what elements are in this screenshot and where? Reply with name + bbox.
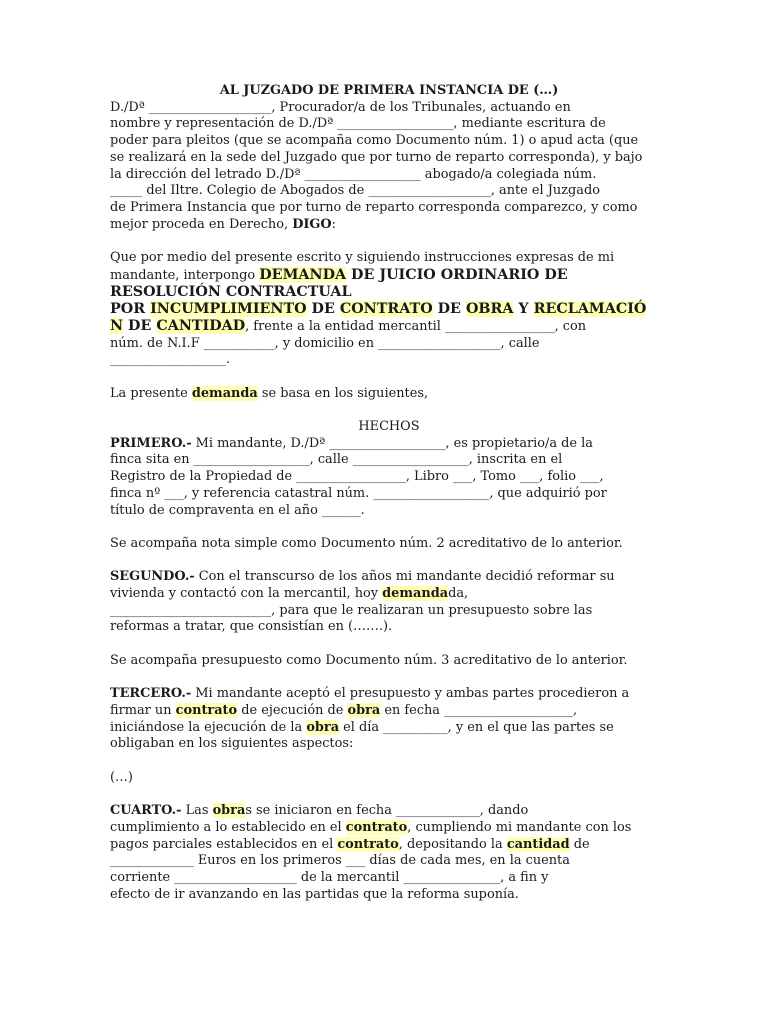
ellipsis-line: (…) bbox=[110, 769, 133, 785]
text-line bbox=[110, 217, 668, 234]
text-span: vivienda y contactó con la mercantil, hoy bbox=[110, 586, 383, 602]
text-span: : bbox=[331, 216, 336, 232]
fact-tercero bbox=[110, 686, 668, 753]
digo-keyword: DIGO bbox=[292, 216, 332, 232]
text-line: __________________. bbox=[110, 352, 231, 368]
text-span: POR bbox=[110, 301, 151, 318]
highlight-demanda: DEMANDA bbox=[259, 266, 347, 283]
text-span: el día __________, y en el que las partes se bbox=[339, 719, 614, 735]
text-line: _____________ Euros en los primeros ___ días de cada mes, en la cuenta bbox=[110, 853, 570, 869]
highlight-obra: obra bbox=[212, 803, 246, 819]
text-span: , frente a la entidad mercantil _________________, con bbox=[245, 318, 587, 334]
text-span: en fecha ____________________, bbox=[380, 702, 578, 718]
highlight-cantidad: cantidad bbox=[506, 836, 570, 852]
text-span: DE bbox=[123, 317, 157, 334]
text-span: Y bbox=[513, 301, 534, 318]
highlight-reclamacion-end: N bbox=[110, 317, 124, 334]
text-line: la dirección del letrado D./Dª __________________ abogado/a colegiada núm. bbox=[110, 166, 597, 182]
text-span: DE bbox=[432, 301, 466, 318]
text-line: _____ del Iltre. Colegio de Abogados de ___________________, ante el Juzgado bbox=[110, 183, 600, 199]
highlight-cantidad: CANTIDAD bbox=[156, 317, 246, 334]
text-line bbox=[110, 837, 668, 854]
fact-primero bbox=[110, 436, 668, 520]
text-line: Registro de la Propiedad de _________________, Libro ___, Tomo ___, folio ___, bbox=[110, 469, 604, 485]
text-line bbox=[110, 703, 668, 720]
intro-paragraph bbox=[110, 100, 668, 234]
text-line bbox=[110, 569, 668, 586]
text-span: Mi mandante, D./Dª __________________, es propietario/a de la bbox=[191, 435, 593, 451]
text-span: de bbox=[569, 836, 590, 852]
highlight-reclamacion: RECLAMACIÓ bbox=[533, 301, 647, 318]
highlight-demanda: demanda bbox=[382, 586, 449, 602]
text-span: , cumpliendo mi mandante con los bbox=[407, 819, 632, 835]
document-title: AL JUZGADO DE PRIMERA INSTANCIA DE (…) bbox=[219, 83, 559, 98]
text-line bbox=[110, 586, 668, 603]
text-span: cumplimiento a lo establecido en el bbox=[110, 819, 346, 835]
text-span: firmar un bbox=[110, 702, 176, 718]
text-line: _________________________, para que le realizaran un presupuesto sobre las bbox=[110, 602, 593, 618]
text-line: poder para pleitos (que se acompaña como Documento núm. 1) o apud acta (que bbox=[110, 133, 639, 149]
text-line: Que por medio del presente escrito y siguiendo instrucciones expresas de mi bbox=[110, 250, 615, 266]
document-note: Se acompaña presupuesto como Documento núm. 3 acreditativo de lo anterior. bbox=[110, 652, 628, 668]
text-span: DE JUICIO ORDINARIO DE bbox=[346, 266, 568, 283]
text-line: efecto de ir avanzando en las partidas que la reforma suponía. bbox=[110, 886, 519, 902]
text-line: finca sita en __________________, calle __________________, inscrita en el bbox=[110, 452, 563, 468]
text-line bbox=[110, 720, 668, 737]
fact-segundo bbox=[110, 569, 668, 636]
fact-cuarto bbox=[110, 803, 668, 903]
text-span: La presente bbox=[110, 385, 192, 401]
highlight-obra: obra bbox=[306, 719, 340, 735]
text-span: s se iniciaron en fecha _____________, dando bbox=[245, 803, 529, 819]
text-line: de Primera Instancia que por turno de reparto corresponda comparezco, y como bbox=[110, 199, 638, 215]
text-line: RESOLUCIÓN CONTRACTUAL bbox=[110, 284, 352, 301]
text-span: de ejecución de bbox=[237, 702, 348, 718]
fact-label: CUARTO.- bbox=[110, 803, 182, 819]
text-line bbox=[110, 318, 668, 336]
fact-label: SEGUNDO.- bbox=[110, 569, 195, 585]
text-span: DE bbox=[306, 301, 340, 318]
text-line bbox=[110, 686, 668, 703]
text-line: corriente ___________________ de la mercantil _______________, a fin y bbox=[110, 869, 549, 885]
text-line: nombre y representación de D./Dª __________________, mediante escritura de bbox=[110, 116, 606, 132]
text-line: se realizará en la sede del Juzgado que por turno de reparto corresponda), y bajo bbox=[110, 149, 643, 165]
text-span: da, bbox=[448, 586, 469, 602]
highlight-obra: obra bbox=[347, 702, 381, 718]
text-span: Con el transcurso de los años mi mandante decidió reformar su bbox=[194, 569, 615, 585]
text-span: iniciándose la ejecución de la bbox=[110, 719, 307, 735]
fact-label: PRIMERO.- bbox=[110, 435, 192, 451]
text-line: obligaban en los siguientes aspectos: bbox=[110, 736, 354, 752]
document-note: Se acompaña nota simple como Documento núm. 2 acreditativo de lo anterior. bbox=[110, 535, 623, 551]
text-span: mandante, interpongo bbox=[110, 267, 260, 283]
highlight-contrato: contrato bbox=[337, 836, 399, 852]
text-span: Las bbox=[181, 803, 213, 819]
demand-paragraph bbox=[110, 250, 668, 369]
text-line: reformas a tratar, que consistían en (…….). bbox=[110, 619, 393, 635]
text-span: mejor proceda en Derecho, bbox=[110, 216, 293, 232]
text-span: se basa en los siguientes, bbox=[257, 385, 429, 401]
text-span: , depositando la bbox=[398, 836, 507, 852]
text-line bbox=[110, 803, 668, 820]
basis-paragraph bbox=[110, 386, 668, 403]
text-line: finca nº ___, y referencia catastral núm. __________________, que adquirió por bbox=[110, 485, 607, 501]
text-span: pagos parciales establecidos en el bbox=[110, 836, 338, 852]
fact-label: TERCERO.- bbox=[110, 686, 192, 702]
section-heading-hechos: HECHOS bbox=[358, 419, 420, 435]
highlight-obra: OBRA bbox=[465, 301, 514, 318]
text-line bbox=[110, 301, 668, 318]
text-line: núm. de N.I.F ___________, y domicilio en ___________________, calle bbox=[110, 335, 540, 351]
highlight-demanda: demanda bbox=[191, 385, 258, 401]
highlight-contrato: contrato bbox=[175, 702, 238, 718]
text-line: título de compraventa en el año ______. bbox=[110, 502, 365, 518]
text-span: Mi mandante aceptó el presupuesto y ambas partes procedieron a bbox=[191, 686, 630, 702]
highlight-contrato: CONTRATO bbox=[339, 301, 433, 318]
highlight-contrato: contrato bbox=[345, 819, 408, 835]
highlight-incumplimiento: INCUMPLIMIENTO bbox=[150, 301, 307, 318]
text-line bbox=[110, 267, 668, 285]
text-line: D./Dª ___________________, Procurador/a de los Tribunales, actuando en bbox=[110, 99, 571, 115]
text-line bbox=[110, 436, 668, 453]
text-line bbox=[110, 820, 668, 837]
